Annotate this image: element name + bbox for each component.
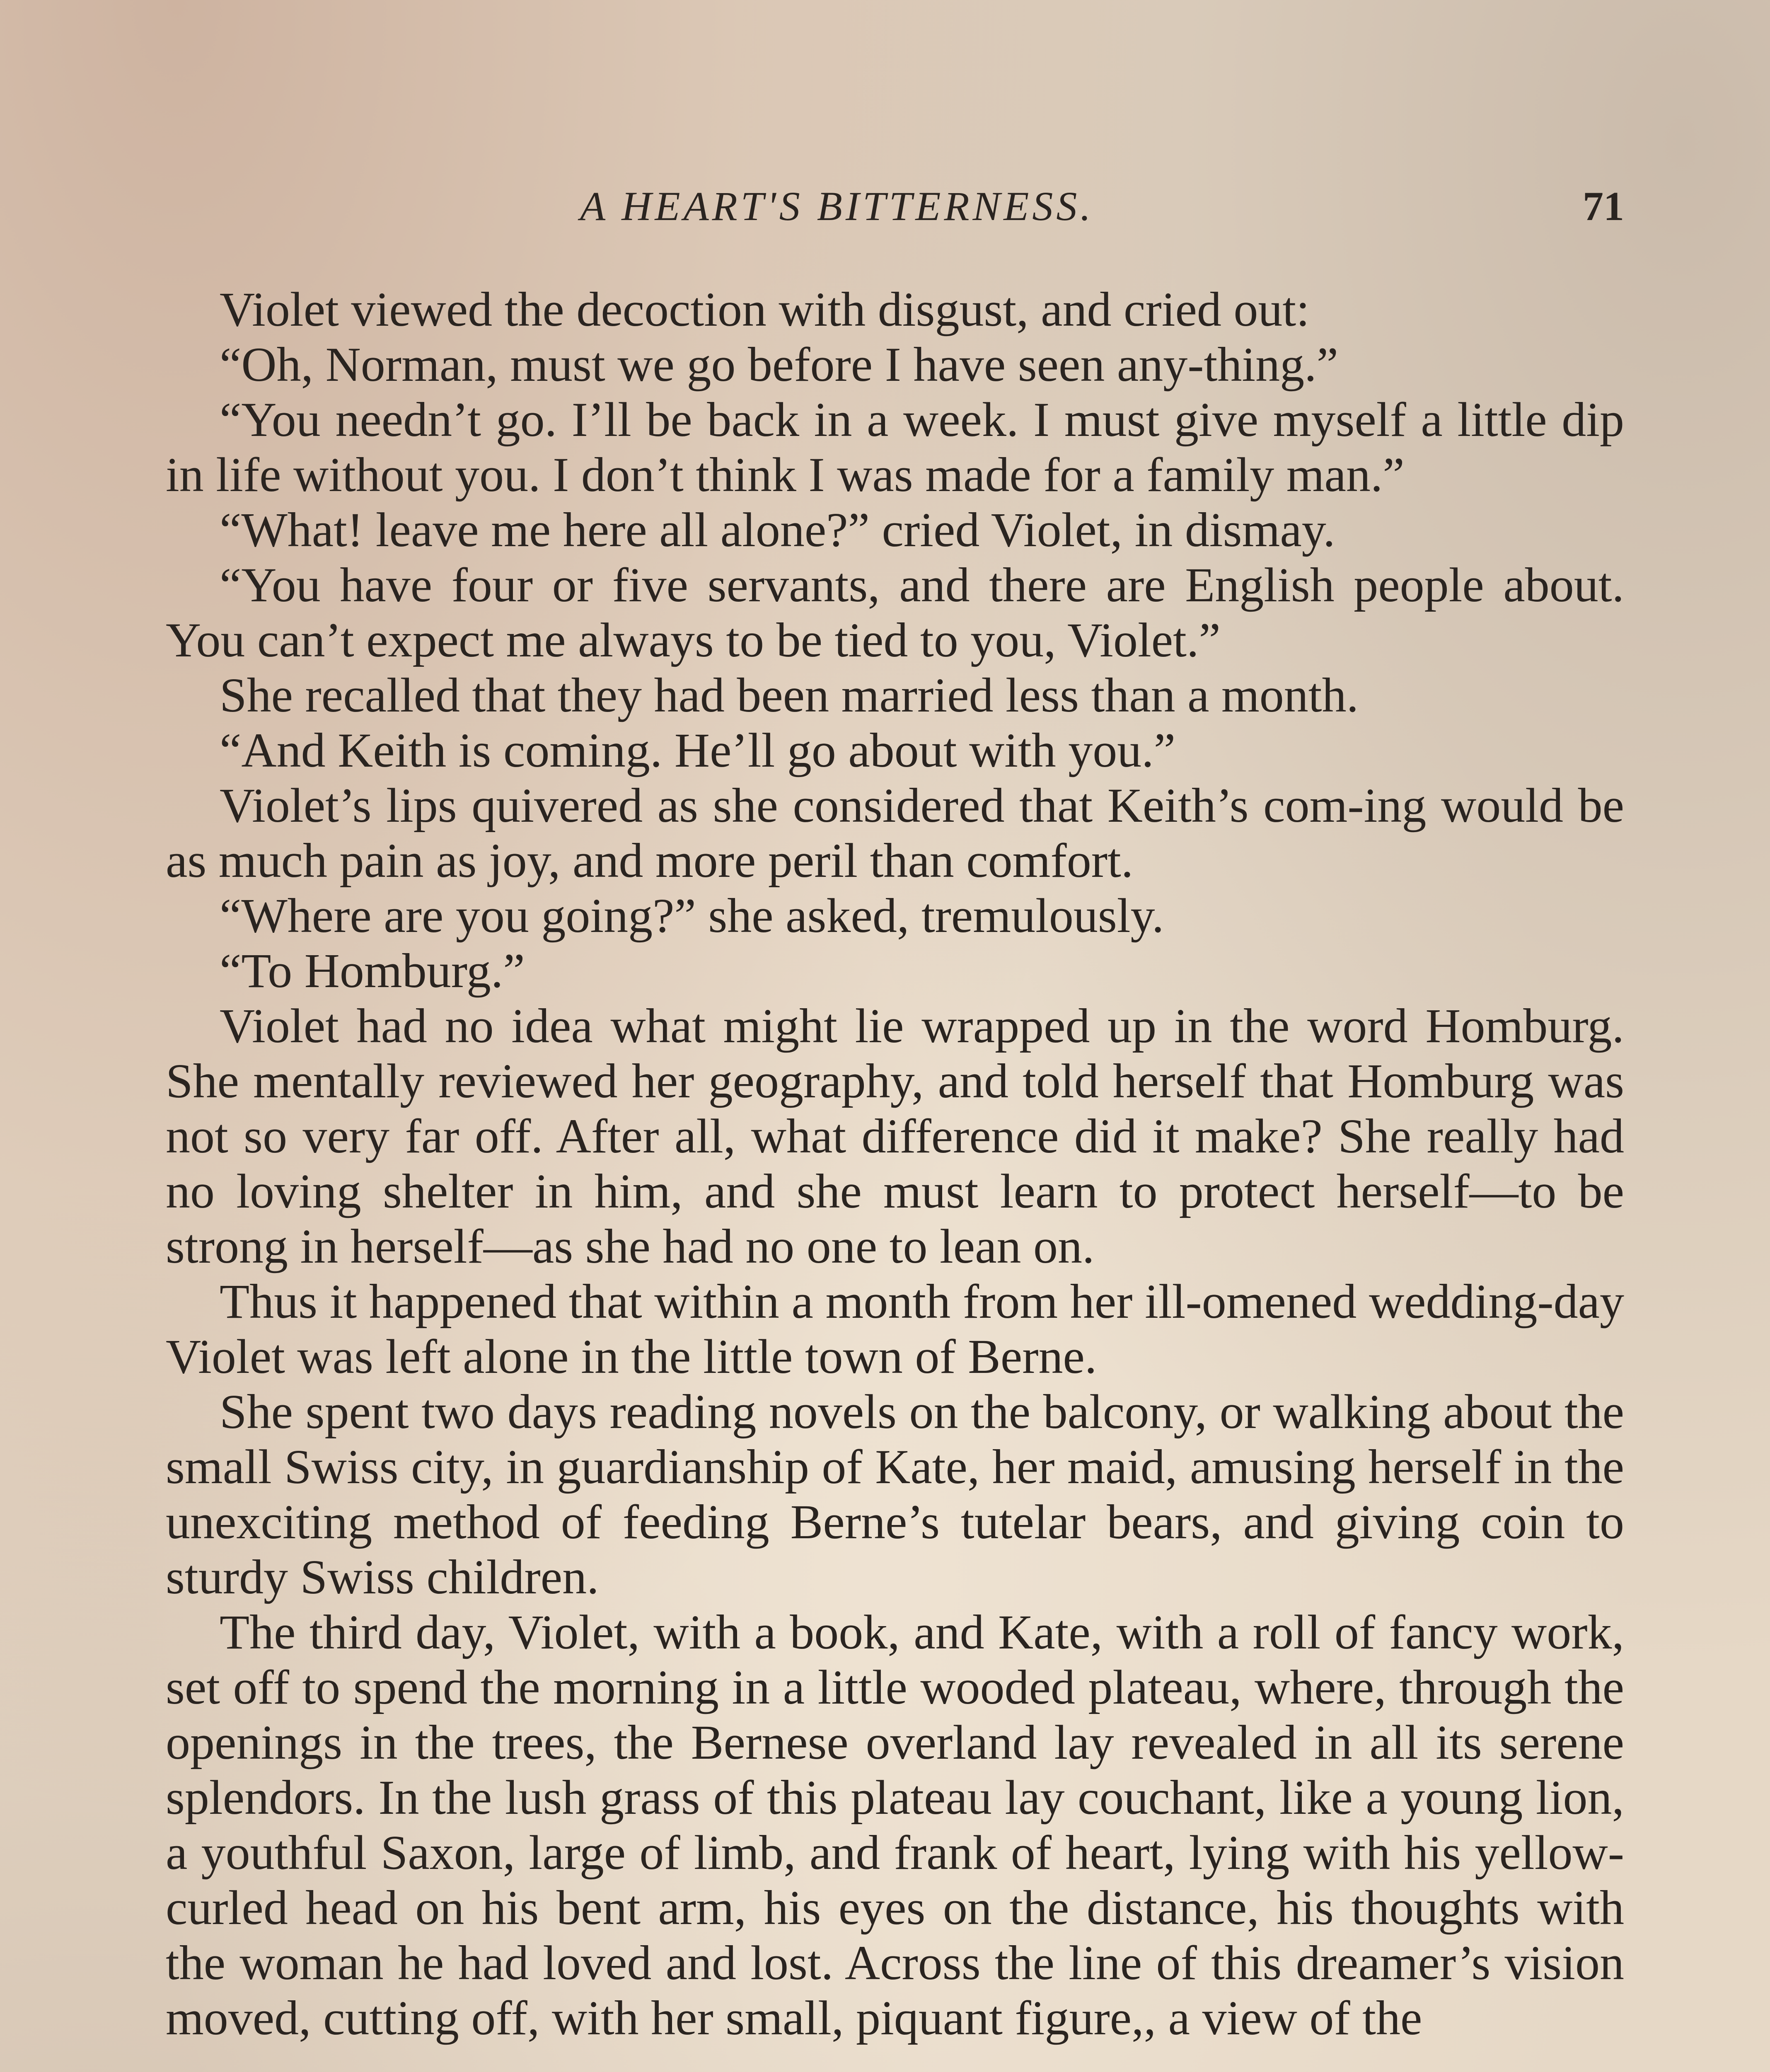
page-header [166, 166, 1624, 249]
paragraph: She recalled that they had been married less than a month. [220, 668, 1359, 722]
paragraph: Violet had no idea what might lie wrapped up in the word Homburg. She mentally reviewed her geography, and told herself that Homburg was not so very far off. After all, what difference did it make? She really had no loving shelter in him, and she must learn to protect herself—to be strong in herself—as she had no one to lean on. [166, 999, 1624, 1273]
paragraph: “To Homburg.” [220, 944, 525, 998]
running-title: A HEART'S BITTERNESS. [580, 183, 1094, 229]
paragraph: “And Keith is coming. He’ll go about with you.” [220, 723, 1176, 777]
paragraph: “Oh, Norman, must we go before I have seen any-thing.” [220, 337, 1338, 392]
page-number: 71 [1583, 183, 1624, 229]
paragraph: Violet viewed the decoction with disgust, and cried out: [220, 282, 1310, 336]
paragraph: Thus it happened that within a month from her ill-omened wedding-day Violet was left alone in the little town of Berne. [166, 1274, 1624, 1384]
paragraph: “You needn’t go. I’ll be back in a week. I must give myself a little dip in life without you. I don’t think I was made for a family man.” [166, 392, 1624, 502]
page-body [166, 282, 1624, 2045]
paragraph: Violet’s lips quivered as she considered that Keith’s com-ing would be as much pain as joy, and more peril than comfort. [166, 778, 1624, 888]
book-page [166, 166, 1624, 2045]
paragraph: “You have four or five servants, and there are English people about. You can’t expect me always to be tied to you, Violet.” [166, 558, 1624, 667]
paragraph: She spent two days reading novels on the balcony, or walking about the small Swiss city, in guardianship of Kate, her maid, amusing herself in the unexciting method of feeding Berne’s tutelar bears, and giving coin to sturdy Swiss children. [166, 1385, 1624, 1604]
paragraph: The third day, Violet, with a book, and Kate, with a roll of fancy work, set off to spend the morning in a little wooded plateau, where, through the openings in the trees, the Bernese overland lay revealed in all its serene splendors. In the lush grass of this plateau lay couchant, like a young lion, a youthful Saxon, large of limb, and frank of heart, lying with his yellow-curled head on his bent arm, his eyes on the distance, his thoughts with the woman he had loved and lost. Across the line of this dreamer’s vision moved, cutting off, with her small, piquant figure,, a view of the [166, 1605, 1624, 2045]
paragraph: “What! leave me here all alone?” cried Violet, in dismay. [220, 503, 1335, 557]
paragraph: “Where are you going?” she asked, tremulously. [220, 888, 1164, 943]
